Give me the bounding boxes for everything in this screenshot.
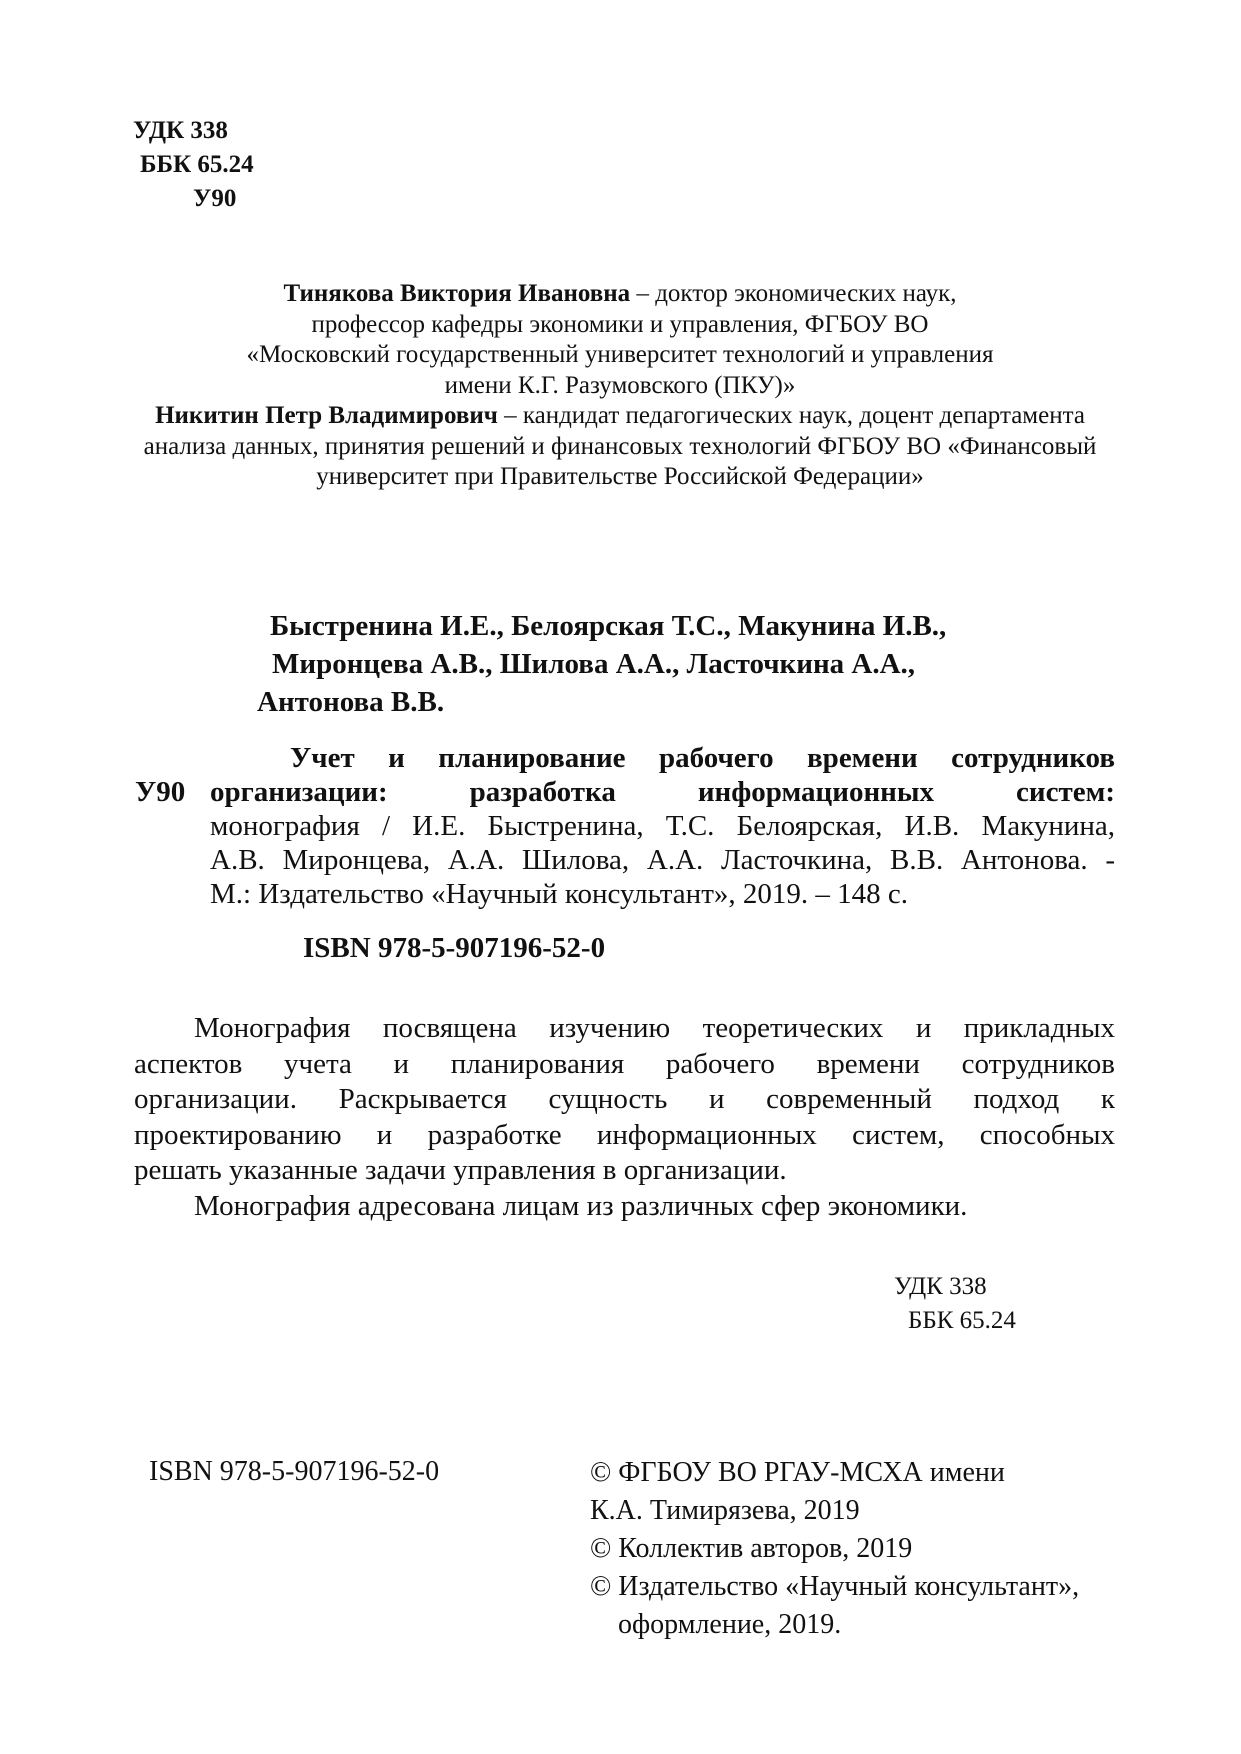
- reviewer-2-line-1: [60, 401, 1180, 432]
- description-line-1: монография / И.Е. Быстренина, Т.С. Белоярская, И.В. Макунина,: [210, 810, 1115, 842]
- copyright-line-1: © ФГБОУ ВО РГАУ-МСХА имени: [590, 1457, 1005, 1488]
- authors-line-3: Антонова В.В.: [257, 686, 445, 718]
- reviewer-1-name: Тинякова Виктория Ивановна: [283, 280, 631, 307]
- book-title-line-2: организации: разработка информационных систем:: [210, 776, 1115, 808]
- authors-line-1: Быстренина И.Е., Белоярская Т.С., Макунина И.В.,: [270, 610, 947, 642]
- author-mark: У90: [193, 185, 237, 212]
- copyright-line-5: оформление, 2019.: [618, 1609, 842, 1640]
- bibliographic-mark: У90: [135, 776, 186, 808]
- udk-code: УДК 338: [133, 117, 228, 144]
- reviewers-block: [60, 279, 1180, 493]
- copyright-line-4: © Издательство «Научный консультант»,: [590, 1571, 1080, 1602]
- annotation: [134, 1011, 1115, 1224]
- copyright-block: [590, 1454, 1079, 1644]
- bbk-code-bottom: ББК 65.24: [908, 1307, 1016, 1334]
- copyright-line-3: © Коллектив авторов, 2019: [590, 1533, 913, 1564]
- reviewer-2-name: Никитин Петр Владимирович: [155, 402, 498, 429]
- reviewer-1-title: – доктор экономических наук,: [630, 280, 957, 307]
- udk-code-bottom: УДК 338: [894, 1273, 987, 1300]
- annotation-line-4: проектированию и разработке информационных систем, способных: [134, 1118, 1115, 1151]
- annotation-line-5: решать указанные задачи управления в организации.: [134, 1154, 787, 1186]
- book-title-line-1: Учет и планирование рабочего времени сотрудников: [290, 742, 1115, 774]
- description-line-2: А.В. Миронцева, А.А. Шилова, А.А. Ласточкина, В.В. Антонова. -: [210, 844, 1115, 876]
- copyright-line-2: К.А. Тимирязева, 2019: [590, 1495, 860, 1526]
- reviewer-1-line-3: «Московский государственный университет технологий и управления: [246, 341, 994, 368]
- annotation-line-3: организации. Раскрывается сущность и современный подход к: [134, 1083, 1115, 1115]
- reviewer-1-line-1: [60, 279, 1180, 310]
- annotation-line-1: Монография посвящена изучению теоретических и прикладных: [194, 1012, 1115, 1044]
- reviewer-2-line-3: университет при Правительстве Российской Федерации»: [316, 463, 924, 490]
- reviewer-2-line-2: анализа данных, принятия решений и финансовых технологий ФГБОУ ВО «Финансовый: [143, 432, 1097, 460]
- isbn-bold: ISBN 978-5-907196-52-0: [303, 932, 606, 964]
- bibliographic-description: [210, 741, 1115, 911]
- annotation-line-2: аспектов учета и планирования рабочего времени сотрудников: [134, 1047, 1115, 1080]
- description-line-3: М.: Издательство «Научный консультант», 2019. – 148 с.: [210, 878, 908, 910]
- reviewer-1-line-4: имени К.Г. Разумовского (ПКУ)»: [444, 371, 796, 399]
- annotation-paragraph-2: Монография адресована лицам из различных сфер экономики.: [194, 1189, 968, 1222]
- isbn-bottom: ISBN 978-5-907196-52-0: [149, 1456, 440, 1487]
- reviewer-2-title: – кандидат педагогических наук, доцент департамента: [497, 402, 1085, 429]
- authors-line-2: Миронцева А.В., Шилова А.А., Ласточкина А.А.,: [272, 648, 916, 680]
- reviewer-1-line-2: профессор кафедры экономики и управления, ФГБОУ ВО: [311, 310, 929, 338]
- bbk-code: ББК 65.24: [140, 151, 254, 178]
